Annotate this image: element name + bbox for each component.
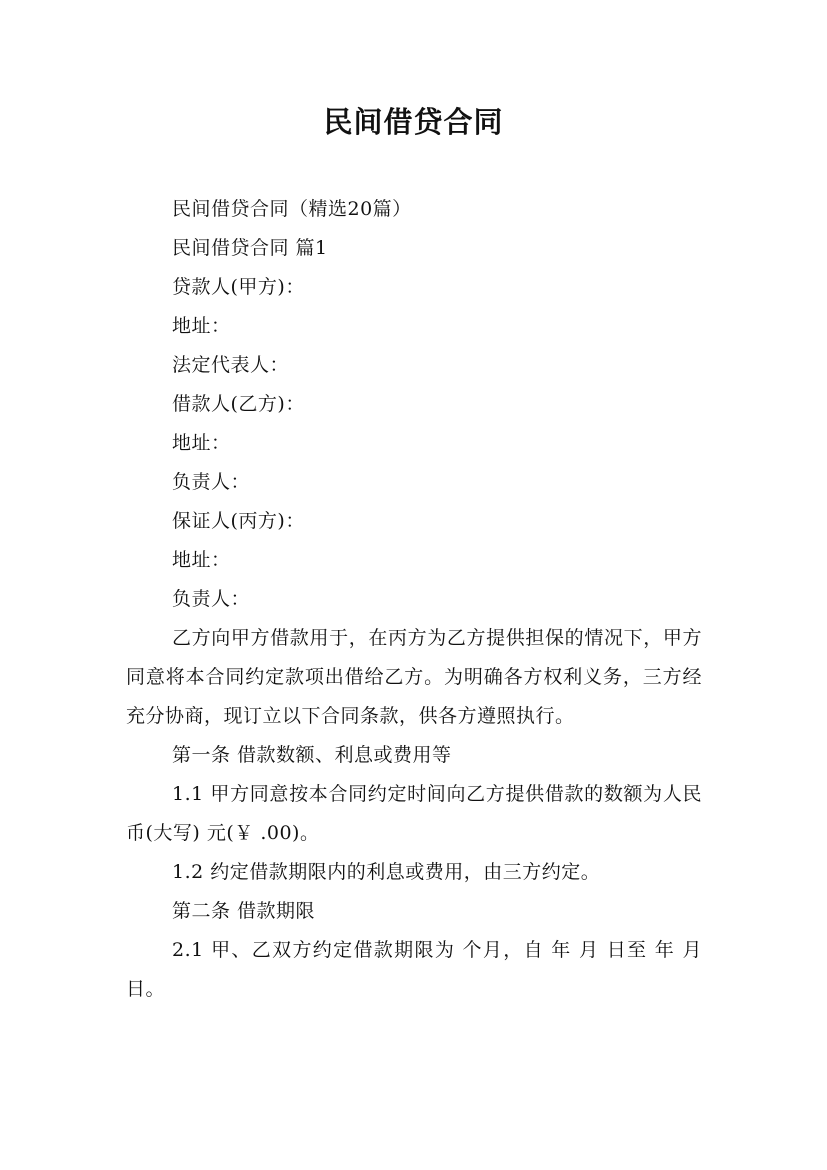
paragraph-borrower-address: 地址： — [172, 432, 231, 454]
paragraph-preamble: 乙方向甲方借款用于，在丙方为乙方提供担保的情况下，甲方同意将本合同约定款项出借给乙方。为明确各方权利义务，三方经充分协商，现订立以下合同条款，供各方遵照执行。 — [126, 627, 702, 727]
paragraph-subtitle: 民间借贷合同（精选20篇） — [172, 198, 412, 220]
paragraph-clause-2-1: 2.1 甲、乙双方约定借款期限为 个月，自 年 月 日至 年 月 日。 — [126, 939, 702, 1000]
paragraph-lender-address: 地址： — [172, 315, 231, 337]
paragraph-lender: 贷款人(甲方)： — [172, 276, 305, 298]
document-title: 民间借贷合同 — [323, 105, 504, 139]
paragraph-guarantor-address: 地址： — [172, 549, 231, 571]
document-body — [126, 190, 702, 1009]
paragraph-article-2: 第二条 借款期限 — [172, 900, 316, 922]
paragraph-clause-1-1: 1.1 甲方同意按本合同约定时间向乙方提供借款的数额为人民币(大写) 元(￥ .00)。 — [126, 783, 702, 844]
paragraph-borrower-responsible: 负责人： — [172, 471, 251, 493]
paragraph-borrower: 借款人(乙方)： — [172, 393, 305, 415]
paragraph-article-1: 第一条 借款数额、利息或费用等 — [172, 744, 452, 766]
paragraph-legal-representative: 法定代表人： — [172, 354, 290, 376]
paragraph-guarantor-responsible: 负责人： — [172, 588, 251, 610]
paragraph-clause-1-2: 1.2 约定借款期限内的利息或费用，由三方约定。 — [172, 861, 601, 883]
paragraph-section-heading: 民间借贷合同 篇1 — [172, 237, 328, 259]
paragraph-guarantor: 保证人(丙方)： — [172, 510, 305, 532]
